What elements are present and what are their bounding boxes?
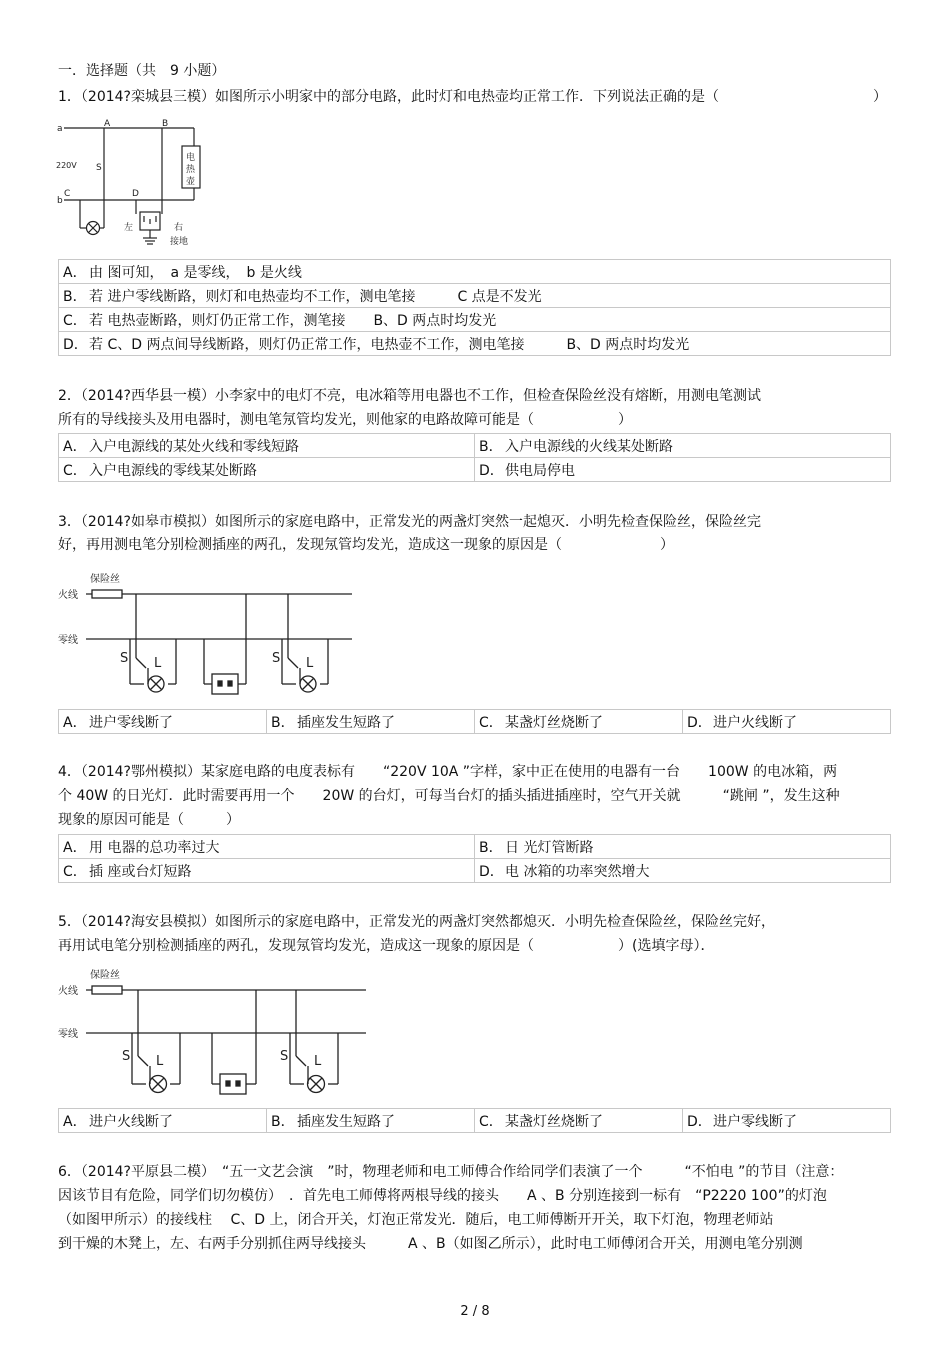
option-label: A． [63,1113,87,1130]
option-label: C． [63,863,87,880]
question-1-figure [56,116,206,252]
question-6-text-line-3: （如图甲所示）的接线柱 C、D 上，闭合开关，灯泡正常发光．随后，电工师傅断开开关，取下灯泡，物理老师站 [58,1212,774,1228]
option-text: 某盏灯丝烧断了 [505,714,603,731]
question-6-text-line-1: 6．（2014?平原县二模） “五一文艺会演 ”时，物理老师和电工师傅合作给同学们表演了一个 “不怕电 ”的节目（注意： [58,1164,844,1180]
q3-neutral-label: 零线 [58,635,78,646]
option-text: 日 光灯管断路 [505,839,594,856]
q2-option-d[interactable] [475,458,891,482]
option-text: 某盏灯丝烧断了 [505,1113,603,1130]
option-label: A． [63,714,87,731]
q4-option-a[interactable] [59,835,475,859]
q5-option-b[interactable] [267,1109,475,1133]
q5-option-c[interactable] [475,1109,683,1133]
q5-switch-1-label: S [122,1049,131,1064]
option-text: 入户电源线的某处火线和零线短路 [89,438,299,455]
page-number: 2 / 8 [460,1304,490,1319]
question-3-options [58,709,891,734]
q1-label-D: D [132,189,139,199]
option-text: 进户火线断了 [713,714,797,731]
option-label: D． [687,1113,712,1130]
option-label: D． [479,863,504,880]
q4-option-b[interactable] [475,835,891,859]
question-4-text-line-1: 4．（2014?鄂州模拟）某家庭电路的电度表标有 “220V 10A ”字样，家中正在使用的电器有一台 100W 的电冰箱，两 [58,764,838,780]
question-4-text-line-3: 现象的原因可能是（ ） [58,812,240,828]
q1-label-voltage: 220V [56,161,77,170]
question-1-text: 1．（2014?栾城县三模）如图所示小明家中的部分电路，此时灯和电热壶均正常工作．下列说法正确的是（ ） [58,89,887,105]
q1-label-C: C [64,189,71,199]
question-3-text-line-1: 3．（2014?如皋市模拟）如图所示的家庭电路中，正常发光的两盏灯突然一起熄灭．小明先检查保险丝，保险丝完 [58,514,761,530]
option-text: 供电局停电 [505,462,575,479]
q1-option-c[interactable] [59,308,891,332]
q3-option-d[interactable] [683,710,891,734]
option-text: 进户零线断了 [713,1113,797,1130]
q5-neutral-label: 零线 [58,1029,78,1040]
q1-label-right: 右 [174,223,184,233]
option-label: A． [63,438,87,455]
q1-label-A: A [104,119,111,129]
option-label: B． [271,1113,295,1130]
option-label: B． [63,288,87,305]
question-4-text-line-2: 个 40W 的日光灯．此时需要再用一个 20W 的台灯，可每当台灯的插头插进插座时，空气开关就 “跳闸 ”，发生这种 [58,788,840,804]
question-2-text-line-1: 2．（2014?西华县一模）小李家中的电灯不亮，电冰箱等用电器也不工作，但检查保险丝没有熔断，用测电笔测试 [58,388,761,404]
option-text: 若 进户零线断路，则灯和电热壶均不工作，测电笔接 C 点是不发光 [89,288,542,305]
option-label: D． [63,336,88,353]
option-label: C． [479,1113,503,1130]
q3-fuse-label: 保险丝 [90,574,120,585]
q1-label-a: a [57,124,63,134]
q1-option-d[interactable] [59,332,891,356]
option-label: C． [63,312,87,329]
q1-option-b[interactable] [59,284,891,308]
q5-live-label: 火线 [58,986,78,997]
option-text: 若 C、D 两点间导线断路，则灯仍正常工作，电热壶不工作，测电笔接 B、D 两点时均发光 [89,336,690,353]
q1-label-ground: 接地 [170,237,189,247]
q1-label-S: S [96,163,102,173]
question-6-text-line-2: 因该节目有危险，同学们切勿模仿） ．首先电工师傅将两根导线的接头 A 、B 分别连接到一标有 “P2220 100”的灯泡 [58,1188,827,1204]
q3-option-c[interactable] [475,710,683,734]
q3-option-b[interactable] [267,710,475,734]
q5-option-d[interactable] [683,1109,891,1133]
q5-lamp-2-label: L [314,1054,322,1069]
option-label: B． [271,714,295,731]
q5-switch-2-label: S [280,1049,289,1064]
q4-option-c[interactable] [59,859,475,883]
q2-option-b[interactable] [475,434,891,458]
q3-switch-1-label: S [120,651,129,666]
option-label: B． [479,438,503,455]
question-2-options [58,433,891,482]
q3-option-a[interactable] [59,710,267,734]
q3-live-label: 火线 [58,590,78,601]
question-5-figure [56,964,374,1100]
q3-switch-2-label: S [272,651,281,666]
question-5-options [58,1108,891,1133]
q3-lamp-1-label: L [154,656,162,671]
option-text: 插 座或台灯短路 [89,863,192,880]
question-5-text-line-2: 再用试电笔分别检测插座的两孔，发现氖管均发光，造成这一现象的原因是（ ）(选填字母）． [58,938,715,954]
question-6-text-line-4: 到干燥的木凳上，左、右两手分别抓住两导线接头 A 、B（如图乙所示），此时电工师傅闭合开关，用测电笔分别测 [58,1236,803,1252]
question-4-options [58,834,891,883]
q1-kettle-char-2: 热 [186,165,196,175]
q1-label-left: 左 [124,223,134,233]
option-text: 进户火线断了 [89,1113,173,1130]
option-text: 用 电器的总功率过大 [89,839,220,856]
option-label: D． [479,462,504,479]
q2-option-a[interactable] [59,434,475,458]
q5-option-a[interactable] [59,1109,267,1133]
option-text: 由 图可知， a 是零线， b 是火线 [89,264,302,281]
q4-option-d[interactable] [475,859,891,883]
option-label: C． [479,714,503,731]
option-text: 插座发生短路了 [297,1113,395,1130]
option-text: 电 冰箱的功率突然增大 [505,863,650,880]
option-label: A． [63,839,87,856]
q2-option-c[interactable] [59,458,475,482]
q1-option-a[interactable] [59,260,891,284]
q1-label-B: B [162,119,169,129]
section-title: 一．选择题（共 9 小题） [58,63,226,79]
option-label: A． [63,264,87,281]
question-3-figure [56,566,361,700]
option-label: B． [479,839,503,856]
q5-lamp-1-label: L [156,1054,164,1069]
option-text: 入户电源线的火线某处断路 [505,438,673,455]
option-text: 若 电热壶断路，则灯仍正常工作，测笔接 B、D 两点时均发光 [89,312,497,329]
q5-fuse-label: 保险丝 [90,970,120,981]
option-text: 进户零线断了 [89,714,173,731]
option-label: D． [687,714,712,731]
q1-label-b: b [57,196,63,206]
question-2-text-line-2: 所有的导线接头及用电器时，测电笔氖管均发光，则他家的电路故障可能是（ ） [58,412,632,428]
question-3-text-line-2: 好，再用测电笔分别检测插座的两孔，发现氖管均发光，造成这一现象的原因是（ ） [58,537,674,553]
q1-kettle-char-1: 电 [186,153,196,163]
question-1-options [58,259,891,356]
option-text: 入户电源线的零线某处断路 [89,462,257,479]
q3-lamp-2-label: L [306,656,314,671]
option-label: C． [63,462,87,479]
question-5-text-line-1: 5．（2014?海安县模拟）如图所示的家庭电路中，正常发光的两盏灯突然都熄灭．小明先检查保险丝，保险丝完好， [58,914,775,930]
option-text: 插座发生短路了 [297,714,395,731]
q1-kettle-char-3: 壶 [186,177,196,187]
